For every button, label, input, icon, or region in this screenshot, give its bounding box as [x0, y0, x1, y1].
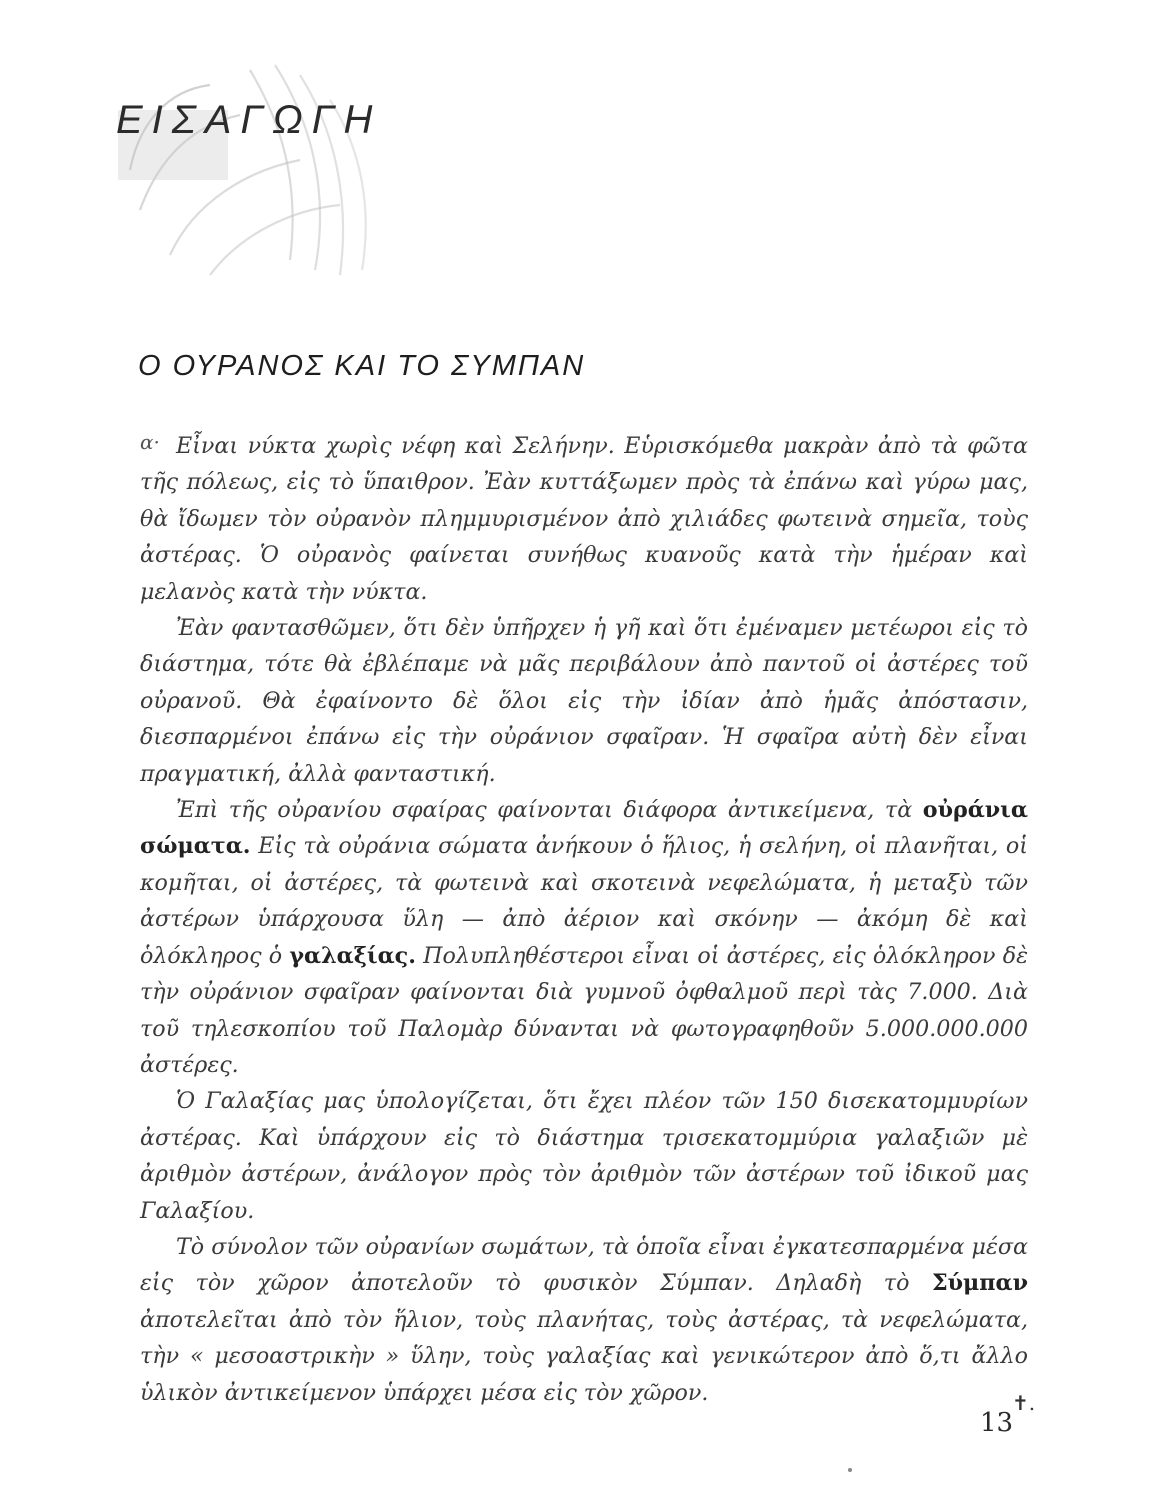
paragraph: [140, 1229, 1028, 1411]
paragraph: [140, 1083, 1028, 1229]
paragraph-text: Ὁ Γαλαξίας μας ὑπολογίζεται, ὅτι ἔχει πλέον τῶν 150 δισεκατομμυρίων ἀστέρας. Καὶ ὑπάρχουν εἰς τὸ διάστημα τρισεκατομμύρια γαλαξιῶν μὲ ἀριθμὸν ἀστέρων, ἀνάλογον πρὸς τὸν ἀριθμὸν τῶν ἀστέρων τοῦ ἰδικοῦ μας Γαλαξίου.: [140, 1088, 1028, 1224]
paragraph-text: Εἰς τὰ οὐράνια σώματα ἀνήκουν ὁ ἥλιος, ἡ σελήνη, οἱ πλανῆται, οἱ κομῆται, οἱ ἀστέρες, τὰ φωτεινὰ καὶ σκοτεινὰ νεφελώματα, ἡ μεταξὺ τῶν ἀστέρων ὑπάρχουσα ὕλη — ἀπὸ ἀέριον καὶ σκόνην — ἀκόμη δὲ καὶ ὁλόκληρος ὁ: [140, 833, 1028, 969]
paragraph-text: Ἐπὶ τῆς οὐρανίου σφαίρας φαίνονται διάφορα ἀντικείμενα, τὰ: [176, 797, 923, 824]
bold-term: Σύμπαν: [931, 1270, 1028, 1297]
section-title: Ο ΟΥΡΑΝΟΣ ΚΑΙ ΤΟ ΣΥΜΠΑΝ: [138, 350, 586, 382]
paragraph-text: ἀποτελεῖται ἀπὸ τὸν ἥλιον, τοὺς πλανήτας, τοὺς ἀστέρας, τὰ νεφελώματα, τὴν « μεσοαστρικὴν » ὕλην, τοὺς γαλαξίας καὶ γενικώτερον ἀπὸ ὅ,τι ἄλλο ὑλικὸν ἀντικείμενον ὑπάρχει μέσα εἰς τὸν χῶρον.: [140, 1306, 1028, 1406]
body-text: [140, 428, 1028, 1411]
chapter-title: ΕΙΣΑΓΩΓΗ: [116, 98, 382, 142]
end-mark: ✝.: [1012, 1391, 1036, 1415]
paragraph-text: Τὸ σύνολον τῶν οὐρανίων σωμάτων, τὰ ὁποῖα εἶναι ἐγκατεσπαρμένα μέσα εἰς τὸν χῶρον ἀποτελοῦν τὸ φυσικὸν Σύμπαν. Δηλαδὴ τὸ: [140, 1233, 1028, 1297]
page-number: 13: [980, 1408, 1014, 1438]
paragraph: [140, 792, 1028, 1083]
paragraph-text: Πολυπληθέστεροι εἶναι οἱ ἀστέρες, εἰς ὁλόκληρον δὲ τὴν οὐράνιον σφαῖραν φαίνονται διὰ γυμνοῦ ὀφθαλμοῦ περὶ τὰς 7.000. Διὰ τοῦ τηλεσκοπίου τοῦ Παλομὰρ δύνανται νὰ φωτογραφηθοῦν 5.000.000.000 ἀστέρες.: [140, 942, 1028, 1078]
paragraph: [140, 610, 1028, 792]
paragraph-text: Ἐὰν φαντασθῶμεν, ὅτι δὲν ὑπῆρχεν ἡ γῆ καὶ ὅτι ἐμέναμεν μετέωροι εἰς τὸ διάστημα, τότε θὰ ἐβλέπαμε νὰ μᾶς περιβάλουν ἀπὸ παντοῦ οἱ ἀστέρες τοῦ οὐρανοῦ. Θὰ ἐφαίνοντο δὲ ὅλοι εἰς τὴν ἰδίαν ἀπὸ ἡμᾶς ἀπόστασιν, διεσπαρμένοι ἐπάνω εἰς τὴν οὐράνιον σφαῖραν. Ἡ σφαῖρα αὐτὴ δὲν εἶναι πραγματική, ἀλλὰ φανταστική.: [140, 615, 1028, 787]
bold-term: γαλαξίας.: [289, 942, 416, 969]
chapter-heading-decoration: [100, 60, 400, 290]
margin-note: α·: [140, 430, 160, 454]
paragraph: [140, 428, 1028, 610]
paper-speck: [848, 1468, 852, 1472]
bold-term: οὐράνια σώματα.: [140, 797, 1028, 860]
paragraph-text: Εἶναι νύκτα χωρὶς νέφη καὶ Σελήνην. Εὑρισκόμεθα μακρὰν ἀπὸ τὰ φῶτα τῆς πόλεως, εἰς τὸ ὕπαιθρον. Ἐὰν κυττάξωμεν πρὸς τὰ ἐπάνω καὶ γύρω μας, θὰ ἴδωμεν τὸν οὐρανὸν πλημμυρισμένον ἀπὸ χιλιάδες φωτεινὰ σημεῖα, τοὺς ἀστέρας. Ὁ οὐρανὸς φαίνεται συνήθως κυανοῦς κατὰ τὴν ἡμέραν καὶ μελανὸς κατὰ τὴν νύκτα.: [140, 433, 1028, 605]
